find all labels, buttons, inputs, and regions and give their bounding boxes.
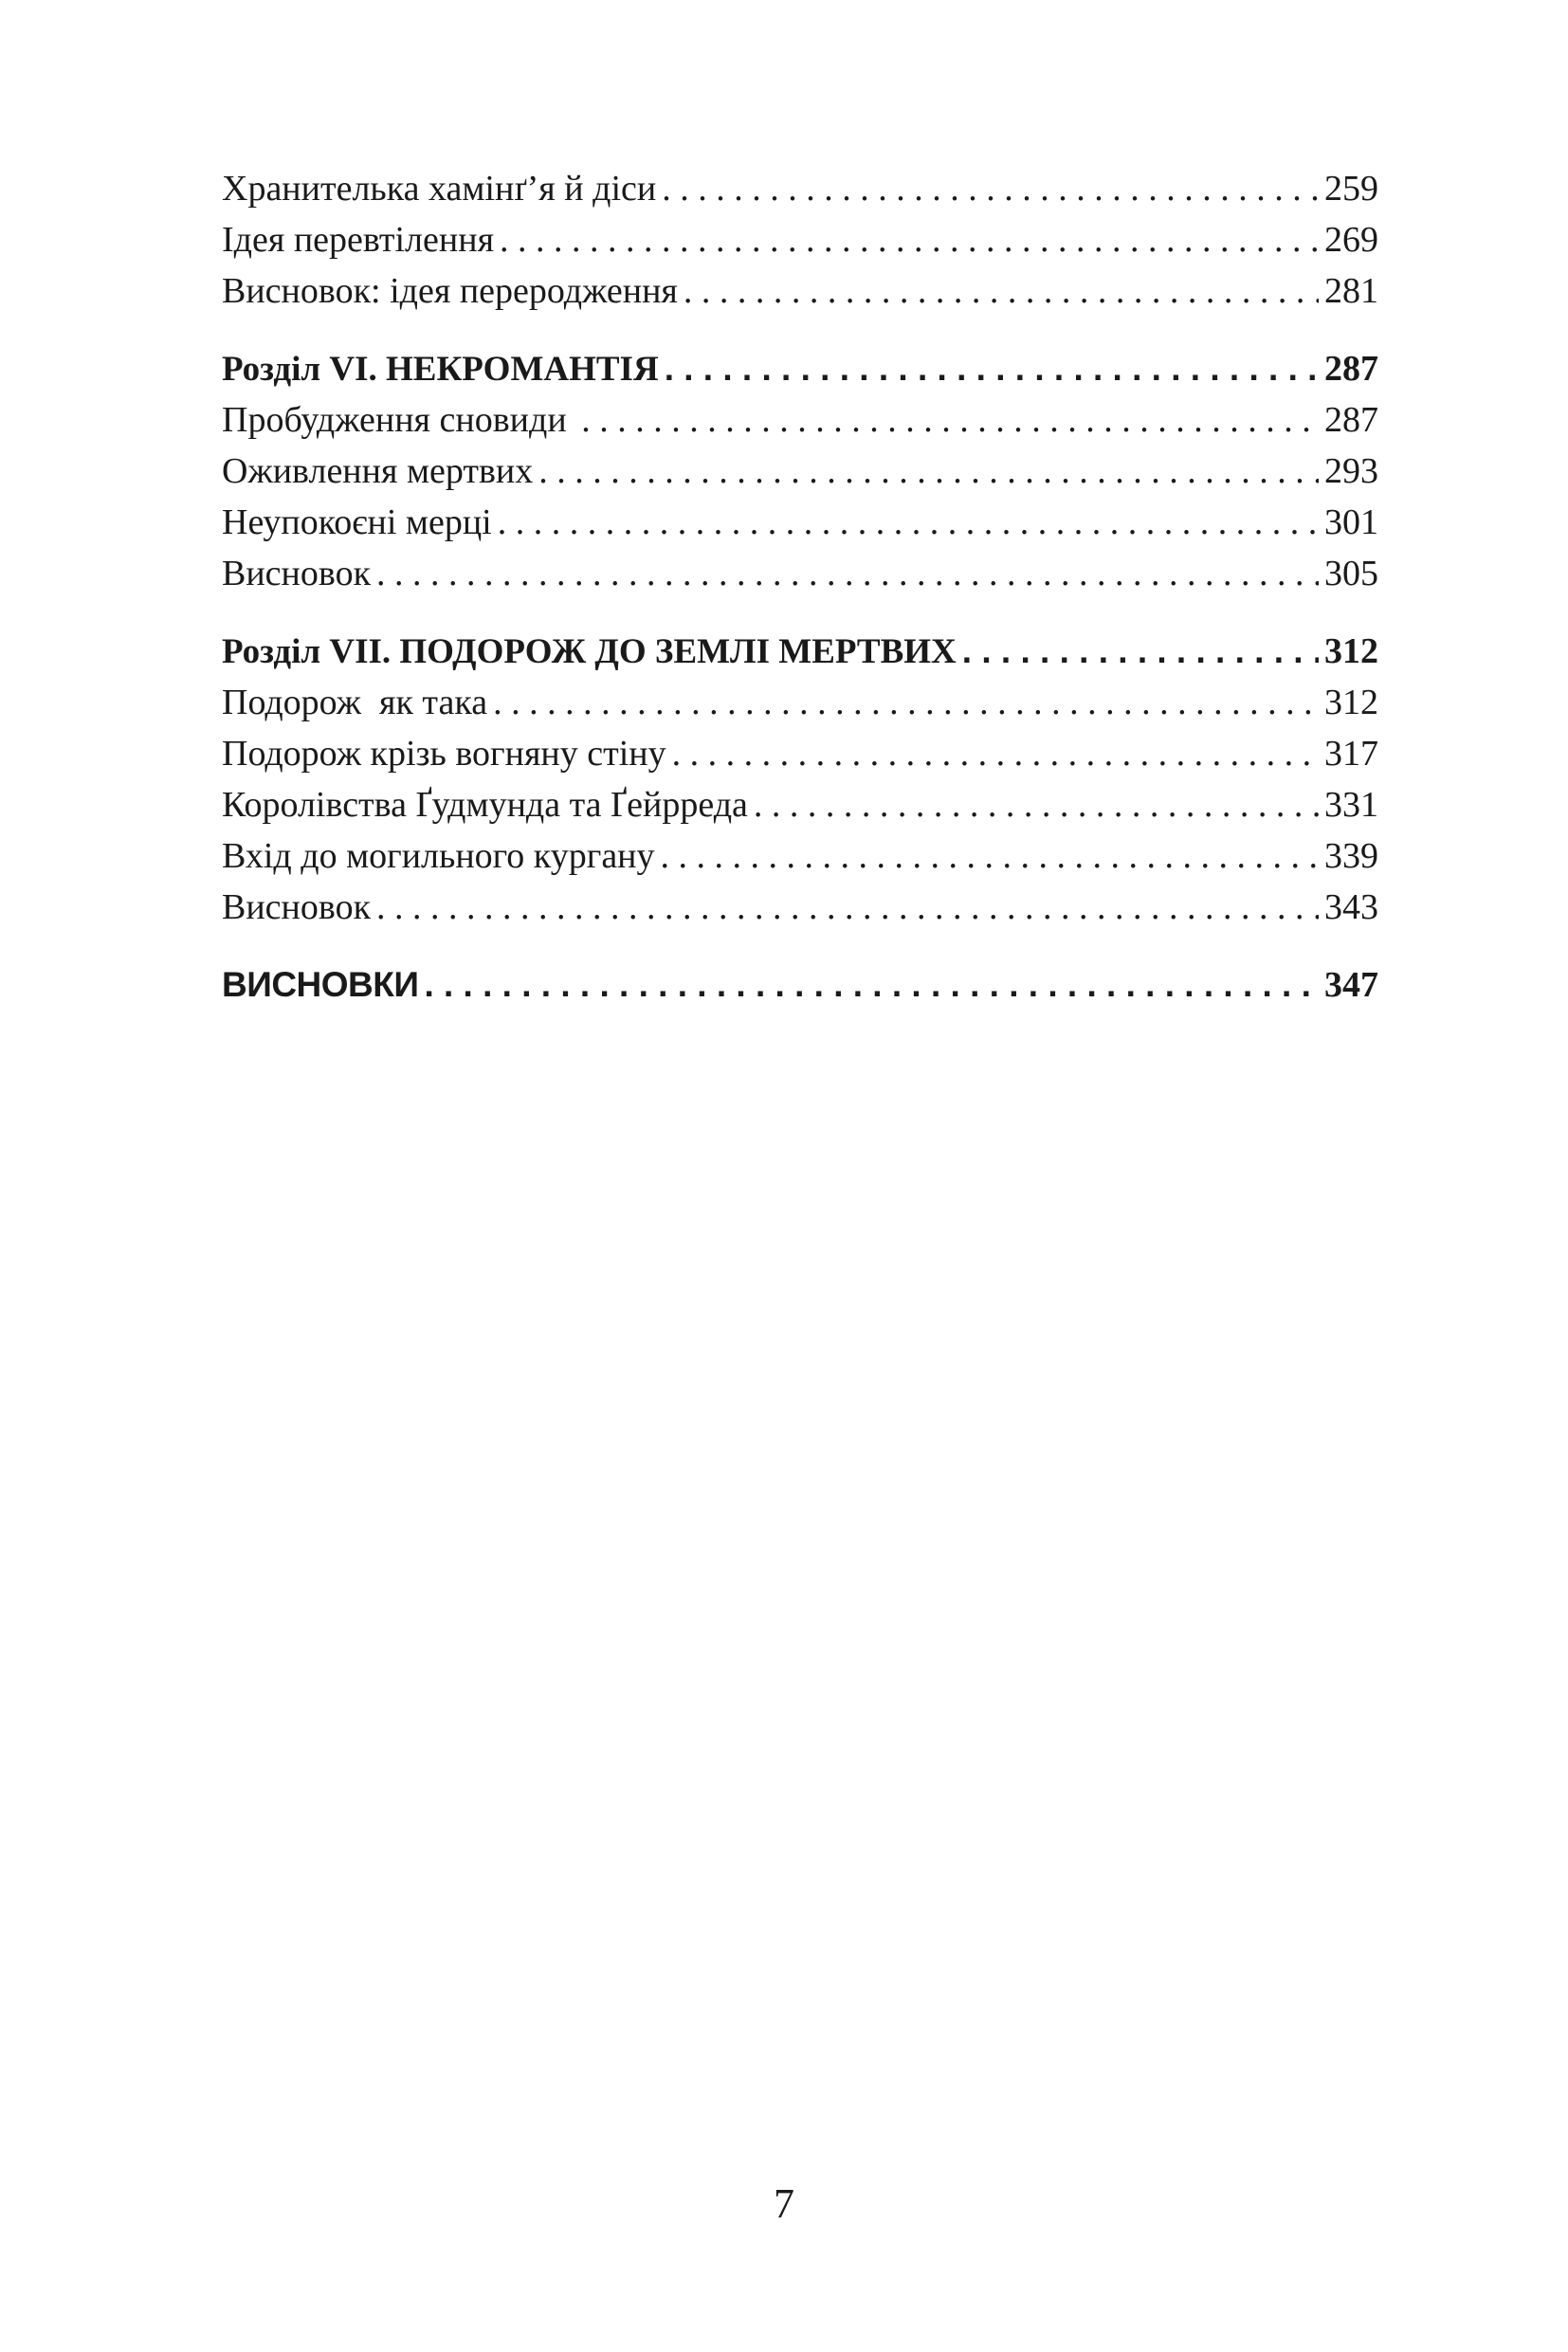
- toc-chapter-heading: [222, 626, 1378, 677]
- toc-entry-page: 343: [1324, 887, 1378, 927]
- toc-chapter-title: Розділ VII. ПОДОРОЖ ДО ЗЕМЛІ МЕРТВИХ: [222, 632, 957, 671]
- toc-entry: [222, 830, 1378, 882]
- toc-entry-page: 301: [1324, 502, 1378, 542]
- toc-entry: [222, 779, 1378, 830]
- toc-entry-title: Ідея перевтілення: [222, 220, 495, 260]
- toc-leader-dots: [662, 163, 1319, 214]
- toc-entry-page: 339: [1324, 836, 1378, 876]
- toc-chapter-title: Розділ VI. НЕКРОМАНТІЯ: [222, 350, 659, 389]
- toc-leader-dots: [581, 394, 1319, 446]
- toc-leader-dots: [424, 959, 1319, 1011]
- toc-entry: [222, 163, 1378, 214]
- toc-entry: [222, 446, 1378, 497]
- toc-entry-title: Хранителька хамінґ’я й діси: [222, 169, 657, 209]
- toc-leader-dots: [538, 446, 1319, 497]
- toc-entry-title: Висновок: ідея переродження: [222, 271, 678, 311]
- toc-entry: [222, 497, 1378, 548]
- toc-entry-title: Висновок: [222, 887, 372, 927]
- toc-group-chapter-5-tail: [222, 163, 1378, 317]
- table-of-contents: [222, 163, 1378, 1011]
- toc-chapter-heading: [222, 959, 1378, 1011]
- toc-leader-dots: [498, 497, 1319, 548]
- toc-entry-title: Пробудження сновиди: [222, 400, 576, 440]
- toc-entry-title: Подорож крізь вогняну стіну: [222, 734, 666, 774]
- toc-chapter-page: 347: [1324, 965, 1378, 1005]
- toc-leader-dots: [493, 677, 1319, 728]
- toc-entry-page: 259: [1324, 169, 1378, 209]
- toc-entry-page: 305: [1324, 554, 1378, 593]
- toc-entry: [222, 394, 1378, 446]
- toc-chapter-page: 312: [1324, 631, 1378, 671]
- toc-entry-page: 312: [1324, 683, 1378, 722]
- toc-entry-title: Королівства Ґудмунда та Ґейрреда: [222, 785, 748, 825]
- toc-entry-page: 317: [1324, 734, 1378, 774]
- toc-entry-page: 287: [1324, 400, 1378, 440]
- toc-entry: [222, 265, 1378, 317]
- toc-entry: [222, 548, 1378, 599]
- toc-entry: [222, 214, 1378, 265]
- toc-leader-dots: [962, 626, 1319, 677]
- toc-chapter-heading: [222, 343, 1378, 394]
- toc-leader-dots: [665, 343, 1319, 394]
- toc-leader-dots: [684, 265, 1319, 317]
- toc-leader-dots: [376, 882, 1319, 933]
- toc-leader-dots: [500, 214, 1319, 265]
- toc-chapter-title: ВИСНОВКИ: [222, 965, 419, 1004]
- toc-leader-dots: [672, 728, 1319, 779]
- toc-group-chapter-7: [222, 626, 1378, 933]
- toc-entry: [222, 728, 1378, 779]
- toc-group-conclusions: [222, 959, 1378, 1011]
- toc-leader-dots: [661, 830, 1319, 882]
- toc-entry: [222, 677, 1378, 728]
- toc-leader-dots: [754, 779, 1319, 830]
- toc-entry: [222, 882, 1378, 933]
- toc-entry-title: Неупокоєні мерці: [222, 502, 492, 542]
- toc-entry-page: 281: [1324, 271, 1378, 311]
- toc-entry-title: Висновок: [222, 554, 372, 593]
- toc-entry-page: 293: [1324, 451, 1378, 491]
- toc-group-chapter-6: [222, 343, 1378, 599]
- page-number: 7: [774, 2180, 794, 2227]
- toc-entry-page: 269: [1324, 220, 1378, 260]
- toc-leader-dots: [376, 548, 1319, 599]
- toc-entry-title: Вхід до могильного кургану: [222, 836, 655, 876]
- toc-entry-title: Подорож як така: [222, 683, 488, 722]
- toc-entry-page: 331: [1324, 785, 1378, 825]
- toc-entry-title: Оживлення мертвих: [222, 451, 534, 491]
- toc-chapter-page: 287: [1324, 349, 1378, 389]
